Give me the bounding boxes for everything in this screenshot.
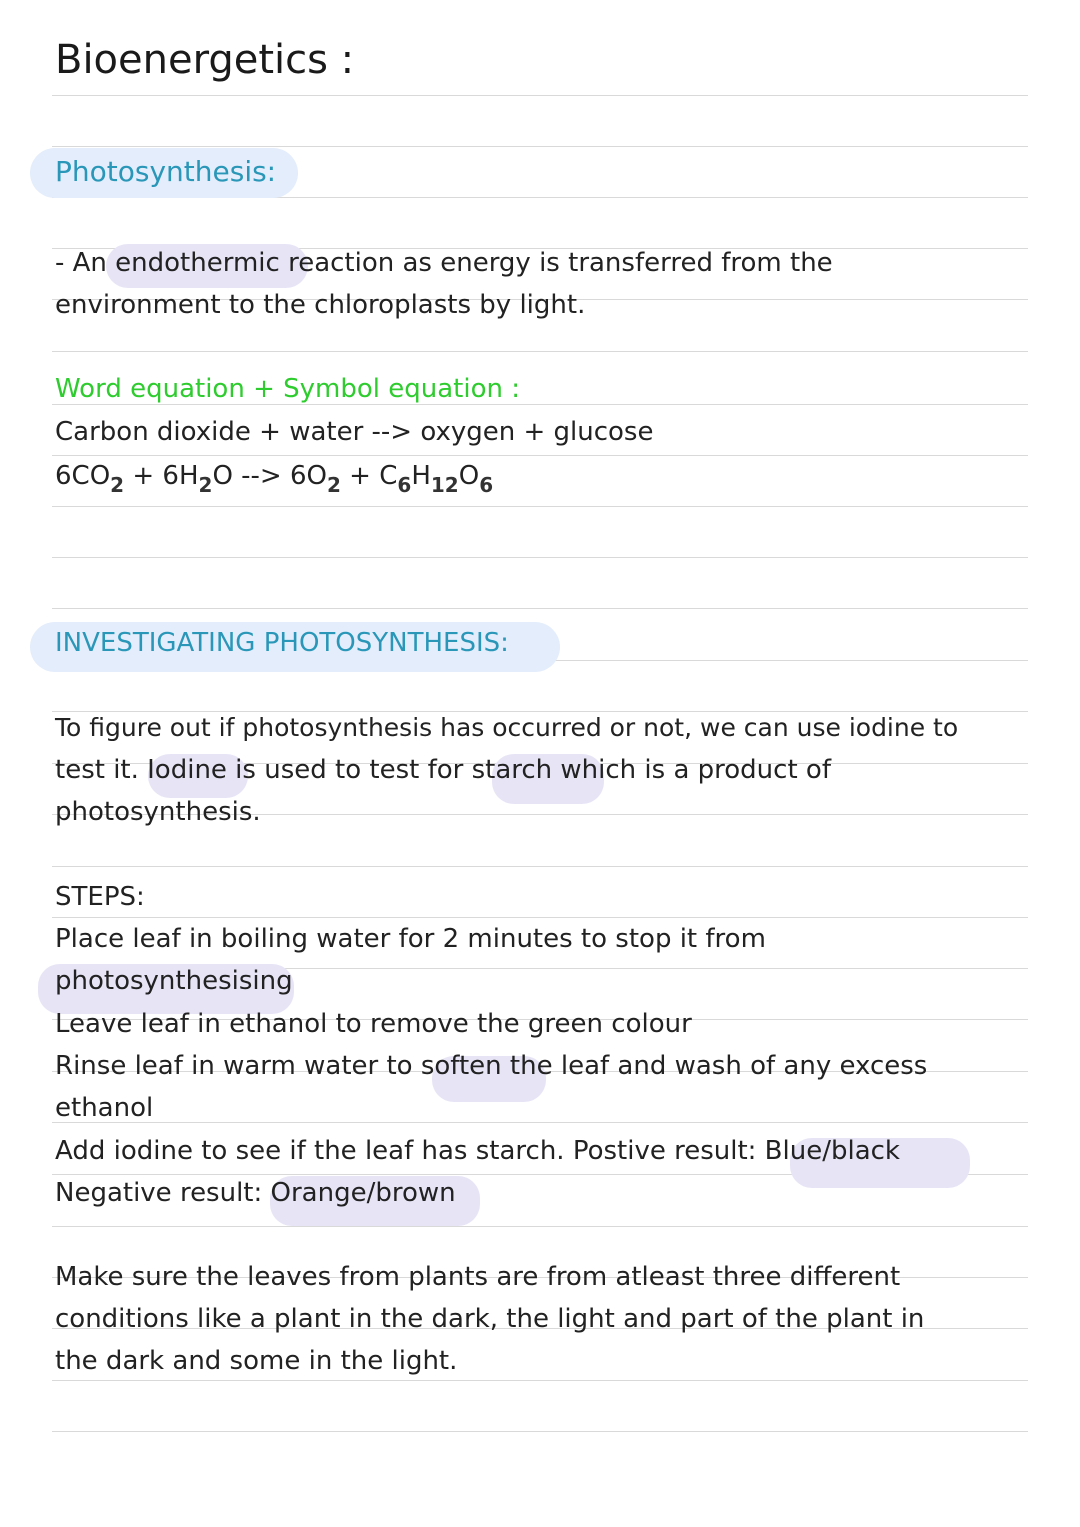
note-line: photosynthesis. bbox=[55, 797, 261, 827]
subscript: 6 bbox=[479, 473, 494, 497]
ruled-line bbox=[52, 1122, 1028, 1123]
note-line: conditions like a plant in the dark, the light and part of the plant in bbox=[55, 1304, 925, 1334]
steps-heading: STEPS: bbox=[55, 882, 145, 912]
symbol-part: O bbox=[212, 461, 233, 491]
symbol-part: 6H bbox=[162, 461, 199, 491]
symbol-part: + bbox=[124, 461, 163, 491]
word-equation: Carbon dioxide + water --> oxygen + glucose bbox=[55, 417, 654, 447]
step-line: Negative result: Orange/brown bbox=[55, 1178, 456, 1208]
note-line: To figure out if photosynthesis has occurred or not, we can use iodine to bbox=[55, 713, 959, 742]
ruled-line bbox=[52, 506, 1028, 507]
symbol-equation bbox=[55, 455, 493, 497]
note-line: - An endothermic reaction as energy is transferred from the bbox=[55, 248, 833, 278]
step-line: Rinse leaf in warm water to soften the leaf and wash of any excess bbox=[55, 1051, 928, 1081]
step-line: Place leaf in boiling water for 2 minutes to stop it from bbox=[55, 924, 766, 954]
ruled-line bbox=[52, 146, 1028, 147]
ruled-line bbox=[52, 95, 1028, 96]
note-line: environment to the chloroplasts by light. bbox=[55, 290, 586, 320]
subscript: 2 bbox=[110, 473, 125, 497]
ruled-line bbox=[52, 1431, 1028, 1432]
symbol-part: + bbox=[340, 461, 380, 491]
ruled-line bbox=[52, 1226, 1028, 1227]
subscript: 6 bbox=[397, 473, 412, 497]
equation-heading: Word equation + Symbol equation : bbox=[55, 374, 520, 404]
section-heading: Photosynthesis: bbox=[55, 155, 277, 188]
symbol-part: C bbox=[379, 461, 398, 491]
note-line: test it. Iodine is used to test for starch which is a product of bbox=[55, 755, 831, 785]
subscript: 12 bbox=[430, 473, 459, 497]
note-line: Make sure the leaves from plants are from atleast three different bbox=[55, 1262, 901, 1292]
symbol-part: 6O bbox=[289, 461, 327, 491]
symbol-part: O bbox=[458, 461, 480, 491]
ruled-line bbox=[52, 608, 1028, 609]
symbol-part: --> bbox=[232, 461, 290, 491]
ruled-line bbox=[52, 866, 1028, 867]
symbol-part: 6CO bbox=[55, 461, 111, 491]
ruled-line bbox=[52, 557, 1028, 558]
ruled-line bbox=[52, 351, 1028, 352]
note-line: the dark and some in the light. bbox=[55, 1346, 458, 1376]
step-line: ethanol bbox=[55, 1093, 154, 1123]
subscript: 2 bbox=[198, 473, 213, 497]
step-line: photosynthesising bbox=[55, 966, 293, 996]
symbol-part: H bbox=[411, 461, 431, 491]
subscript: 2 bbox=[327, 473, 341, 497]
page-title: Bioenergetics : bbox=[55, 37, 355, 83]
step-line: Leave leaf in ethanol to remove the green colour bbox=[55, 1009, 692, 1039]
step-line: Add iodine to see if the leaf has starch. Postive result: Blue/black bbox=[55, 1136, 900, 1166]
section-heading: INVESTIGATING PHOTOSYNTHESIS: bbox=[55, 628, 509, 658]
